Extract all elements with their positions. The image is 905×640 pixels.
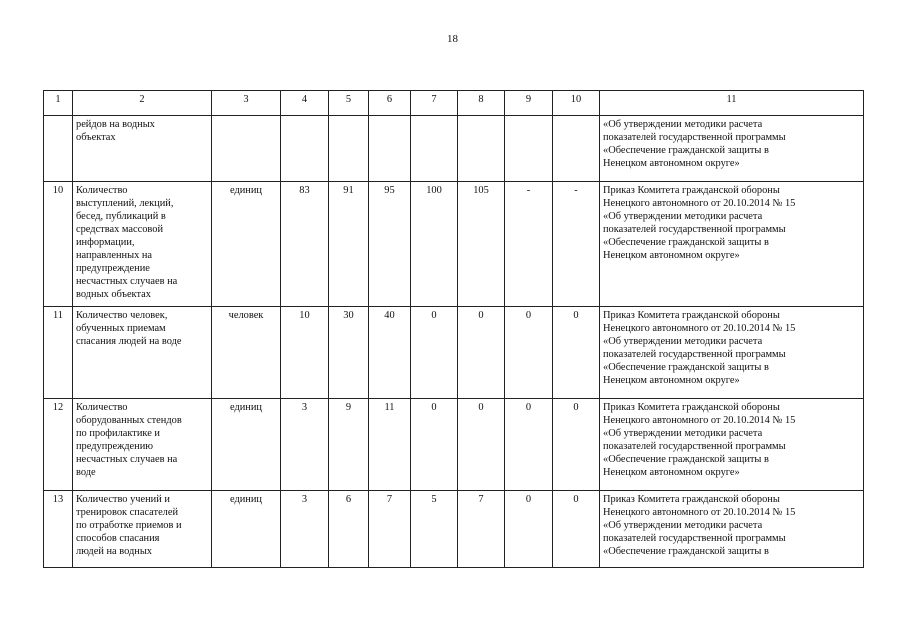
value-cell: 0 <box>505 399 553 491</box>
column-header: 2 <box>73 91 212 116</box>
row-number <box>44 116 73 182</box>
column-header: 5 <box>329 91 369 116</box>
value-cell: 3 <box>281 399 329 491</box>
value-cell: 5 <box>411 491 458 568</box>
unit-cell: человек <box>212 307 281 399</box>
value-cell: 30 <box>329 307 369 399</box>
value-cell: 105 <box>458 182 505 307</box>
column-header: 6 <box>369 91 411 116</box>
column-header: 1 <box>44 91 73 116</box>
column-header: 10 <box>553 91 600 116</box>
value-cell: 0 <box>458 307 505 399</box>
value-cell: 40 <box>369 307 411 399</box>
value-cell: 0 <box>505 491 553 568</box>
table-header-row <box>44 91 864 116</box>
unit-cell: единиц <box>212 399 281 491</box>
value-cell: - <box>505 182 553 307</box>
page-number: 18 <box>447 33 458 45</box>
unit-cell: единиц <box>212 491 281 568</box>
indicators-table <box>43 90 864 568</box>
table-row <box>44 399 864 491</box>
value-cell: 91 <box>329 182 369 307</box>
value-cell: 0 <box>458 399 505 491</box>
column-header: 8 <box>458 91 505 116</box>
indicator-name: Количество человек, обученных приемам спасания людей на воде <box>73 307 212 399</box>
column-header: 3 <box>212 91 281 116</box>
source-document: «Об утверждении методики расчета показателей государственной программы «Обеспечение гражданской защиты в Ненецком автономном округе» <box>600 116 864 182</box>
column-header: 7 <box>411 91 458 116</box>
indicator-name: Количество оборудованных стендов по профилактике и предупреждению несчастных случаев на воде <box>73 399 212 491</box>
value-cell: 3 <box>281 491 329 568</box>
table-row <box>44 116 864 182</box>
unit-cell: единиц <box>212 182 281 307</box>
value-cell: 100 <box>411 182 458 307</box>
column-header: 9 <box>505 91 553 116</box>
value-cell: 9 <box>329 399 369 491</box>
value-cell <box>553 116 600 182</box>
row-number: 13 <box>44 491 73 568</box>
column-header: 4 <box>281 91 329 116</box>
source-document: Приказ Комитета гражданской обороны Ненецкого автономного от 20.10.2014 № 15 «Об утверждении методики расчета показателей государственной программы «Обеспечение гражданской защиты в Ненецком автономном округе» <box>600 182 864 307</box>
value-cell: 0 <box>505 307 553 399</box>
value-cell: 10 <box>281 307 329 399</box>
row-number: 10 <box>44 182 73 307</box>
source-document: Приказ Комитета гражданской обороны Ненецкого автономного от 20.10.2014 № 15 «Об утверждении методики расчета показателей государственной программы «Обеспечение гражданской защиты в Ненецком автономном округе» <box>600 307 864 399</box>
row-number: 11 <box>44 307 73 399</box>
column-header: 11 <box>600 91 864 116</box>
value-cell: 83 <box>281 182 329 307</box>
value-cell: 0 <box>411 399 458 491</box>
source-document: Приказ Комитета гражданской обороны Ненецкого автономного от 20.10.2014 № 15 «Об утверждении методики расчета показателей государственной программы «Обеспечение гражданской защиты в <box>600 491 864 568</box>
value-cell: 7 <box>458 491 505 568</box>
value-cell <box>411 116 458 182</box>
value-cell: 0 <box>553 399 600 491</box>
value-cell <box>369 116 411 182</box>
value-cell <box>329 116 369 182</box>
value-cell: 95 <box>369 182 411 307</box>
value-cell: 0 <box>553 307 600 399</box>
unit-cell <box>212 116 281 182</box>
value-cell: 6 <box>329 491 369 568</box>
indicator-name: Количество выступлений, лекций, бесед, публикаций в средствах массовой информации, направленных на предупреждение несчастных случаев на водных объектах <box>73 182 212 307</box>
source-document: Приказ Комитета гражданской обороны Ненецкого автономного от 20.10.2014 № 15 «Об утверждении методики расчета показателей государственной программы «Обеспечение гражданской защиты в Ненецком автономном округе» <box>600 399 864 491</box>
row-number: 12 <box>44 399 73 491</box>
table-row <box>44 307 864 399</box>
indicator-name: рейдов на водных объектах <box>73 116 212 182</box>
table-row <box>44 491 864 568</box>
value-cell <box>281 116 329 182</box>
table-row <box>44 182 864 307</box>
value-cell: 11 <box>369 399 411 491</box>
value-cell: 0 <box>411 307 458 399</box>
indicator-name: Количество учений и тренировок спасателей по отработке приемов и способов спасания людей на водных <box>73 491 212 568</box>
value-cell <box>505 116 553 182</box>
value-cell: 7 <box>369 491 411 568</box>
value-cell: 0 <box>553 491 600 568</box>
value-cell <box>458 116 505 182</box>
value-cell: - <box>553 182 600 307</box>
